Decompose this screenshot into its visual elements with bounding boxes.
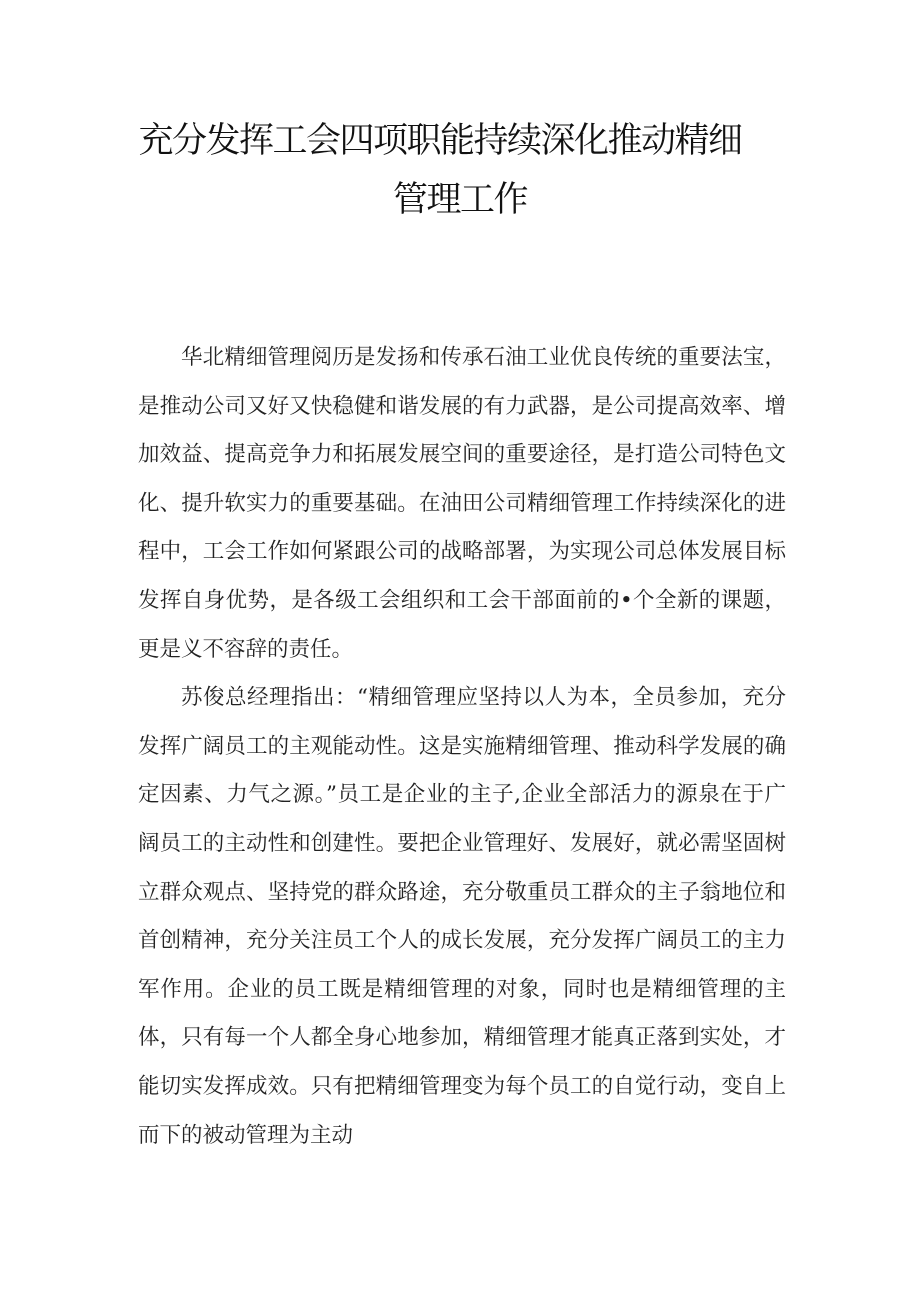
paragraph: 苏俊总经理指出：“精细管理应坚持以人为本，全员参加，充分发挥广阔员工的主观能动性。这是实施精细管理、推动科学发展的确定因素、力气之源。”员工是企业的主子,企业全部活力的源泉在于广阔员工的主动性和创建性。要把企业管理好、发展好，就必需坚固树立群众观点、坚持党的群众路途，充分敬重员工群众的主子翁地位和首创精神，充分关注员工个人的成长发展，充分发挥广阔员工的主力军作用。企业的员工既是精细管理的对象，同时也是精细管理的主体，只有每一个人都全身心地参加，精细管理才能真正落到实处，才能切实发挥成效。只有把精细管理变为每个员工的自觉行动，变自上而下的被动管理为主动 <box>138 685 786 1148</box>
paragraph: 华北精细管理阅历是发扬和传承石油工业优良传统的重要法宝，是推动公司又好又快稳健和谐发展的有力武器，是公司提高效率、增加效益、提高竞争力和拓展发展空间的重要途径，是打造公司特色文化、提升软实力的重要基础。在油田公司精细管理工作持续深化的进程中，工会工作如何紧跟公司的战略部署，为实现公司总体发展目标发挥自身优势，是各级工会组织和工会干部面前的•个全新的课题，更是义不容辞的责任。 <box>138 345 786 662</box>
document-body <box>138 334 786 1160</box>
document-title-line-2: 管理工作 <box>392 180 527 220</box>
document-title-line-1: 充分发挥工会四项职能持续深化推动精细 <box>138 121 742 161</box>
